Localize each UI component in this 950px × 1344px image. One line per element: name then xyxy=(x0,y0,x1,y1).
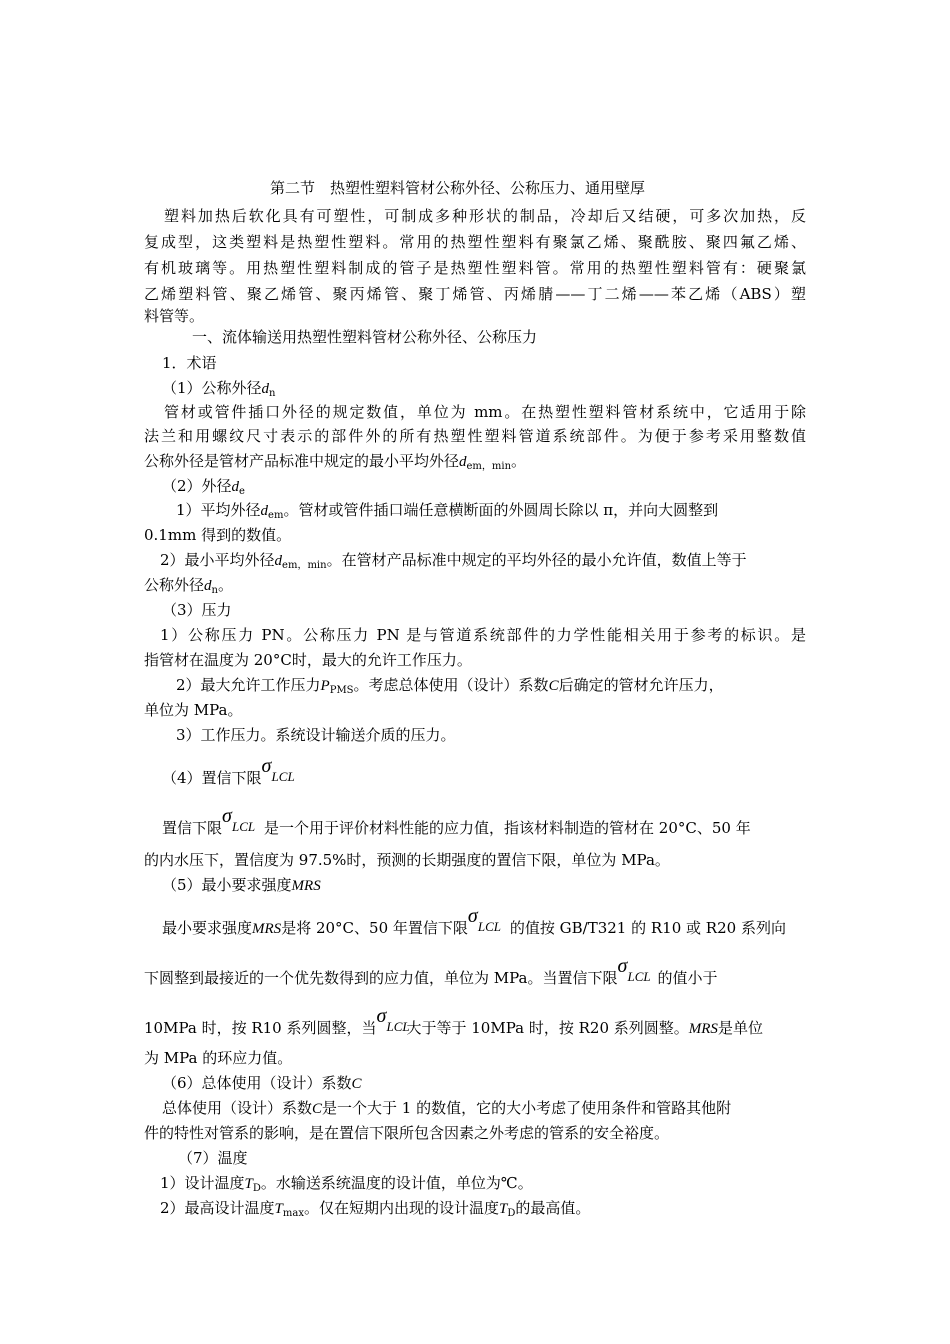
term-5-para-3: 10MPa 时，按 R10 系列圆整，当 σ LCL 大于等于 10MPa 时，按 R20 系列圆整。MRS是单位 xyxy=(144,1005,763,1037)
term-3-item-1-cont: 指管材在温度为 20°C时，最大的允许工作压力。 xyxy=(144,651,472,669)
intro-line-1: 塑料加热后软化具有可塑性，可制成多种形状的制品，冷却后又结硬，可多次加热，反 xyxy=(164,207,806,225)
term-2-heading: （2）外径$d_e$ xyxy=(162,477,245,497)
term-6-para-1: 总体使用（设计）系数C是一个大于 1 的数值，它的大小考虑了使用条件和管路其他附 xyxy=(162,1099,732,1117)
term-1-para-2: 法兰和用螺纹尺寸表示的部件外的所有热塑性塑料管道系统部件。为便于参考采用整数值 xyxy=(144,427,806,445)
term-7-item-2: 2）最高设计温度$T_{max}$。仅在短期内出现的设计温度$T_D$的最高值。 xyxy=(160,1199,591,1219)
term-4-para-2: 的内水压下，置信度为 97.5%时，预测的长期强度的置信下限，单位为 MPa。 xyxy=(144,851,670,869)
sigma-lcl-symbol: σ LCL xyxy=(222,805,256,834)
term-3-item-2-cont: 单位为 MPa。 xyxy=(144,701,243,719)
term-5-para-1: 最小要求强度MRS是将 20°C、50 年置信下限 σ LCL 的值按 GB/T321 的 R10 或 R20 系列向 xyxy=(162,905,786,937)
intro-line-3: 有机玻璃等。用热塑性塑料制成的管子是热塑性塑料管。常用的热塑性塑料管有：硬聚氯 xyxy=(144,259,806,277)
sigma-lcl-symbol: σ LCL xyxy=(261,755,295,784)
term-3-item-3: 3）工作压力。系统设计输送介质的压力。 xyxy=(176,726,456,744)
term-6-heading: （6）总体使用（设计）系数C xyxy=(162,1074,362,1092)
term-5-para-2: 下圆整到最接近的一个优先数得到的应力值，单位为 MPa。当置信下限 σ LCL 的值小于 xyxy=(144,955,718,987)
sigma-lcl-symbol: σ LCL xyxy=(617,955,651,984)
term-2-item-2: 2）最小平均外径$d_{em,min}$。在管材产品标准中规定的平均外径的最小允许值，数值上等于 xyxy=(160,551,747,571)
section-title: 第二节 热塑性塑料管材公称外径、公称压力、通用壁厚 xyxy=(270,179,646,197)
term-2-item-2-cont: 公称外径$d_n$。 xyxy=(144,576,233,596)
term-6-para-2: 件的特性对管系的影响，是在置信下限所包含因素之外考虑的管系的安全裕度。 xyxy=(144,1124,670,1142)
sigma-lcl-symbol: σ LCL xyxy=(467,905,502,934)
term-1-para-1: 管材或管件插口外径的规定数值，单位为 mm。在热塑性塑料管材系统中，它适用于除 xyxy=(164,403,806,421)
subsection-heading: 一、流体输送用热塑性塑料管材公称外径、公称压力 xyxy=(192,328,538,346)
term-3-item-1: 1）公称压力 PN。公称压力 PN 是与管道系统部件的力学性能相关用于参考的标识。是 xyxy=(160,626,806,644)
term-7-item-1: 1）设计温度$T_D$。水输送系统温度的设计值，单位为℃。 xyxy=(160,1174,533,1194)
term-1-para-3: 公称外径是管材产品标准中规定的最小平均外径$d_{em,min}$。 xyxy=(144,452,527,472)
term-4-heading: （4）置信下限 σ LCL xyxy=(162,755,295,787)
term-2-item-1-cont: 0.1mm 得到的数值。 xyxy=(144,526,292,544)
term-1-heading: （1）公称外径$d_n$ xyxy=(162,379,276,399)
term-5-para-4: 为 MPa 的环应力值。 xyxy=(144,1049,293,1067)
term-3-heading: （3）压力 xyxy=(162,601,232,619)
intro-line-5: 料管等。 xyxy=(144,307,205,325)
term-3-item-2: 2）最大允许工作压力$P_{PMS}$。考虑总体使用（设计）系数C后确定的管材允许压力， xyxy=(176,676,724,696)
term-4-para-1: 置信下限 σ LCL 是一个用于评价材料性能的应力值，指该材料制造的管材在 20°C、50 年 xyxy=(162,805,751,837)
sigma-lcl-symbol: σ LCL xyxy=(376,1005,410,1034)
intro-line-4: 乙烯塑料管、聚乙烯管、聚丙烯管、聚丁烯管、丙烯腈——丁二烯——苯乙烯（ABS）塑 xyxy=(144,285,806,303)
terms-heading: 1．术语 xyxy=(162,354,217,372)
term-7-heading: （7）温度 xyxy=(178,1149,248,1167)
term-5-heading: （5）最小要求强度MRS xyxy=(162,876,321,894)
term-2-item-1: 1）平均外径$d_{em}$。管材或管件插口端任意横断面的外圆周长除以 π，并向大圆整到 xyxy=(176,501,719,521)
intro-line-2: 复成型，这类塑料是热塑性塑料。常用的热塑性塑料有聚氯乙烯、聚酰胺、聚四氟乙烯、 xyxy=(144,233,806,251)
